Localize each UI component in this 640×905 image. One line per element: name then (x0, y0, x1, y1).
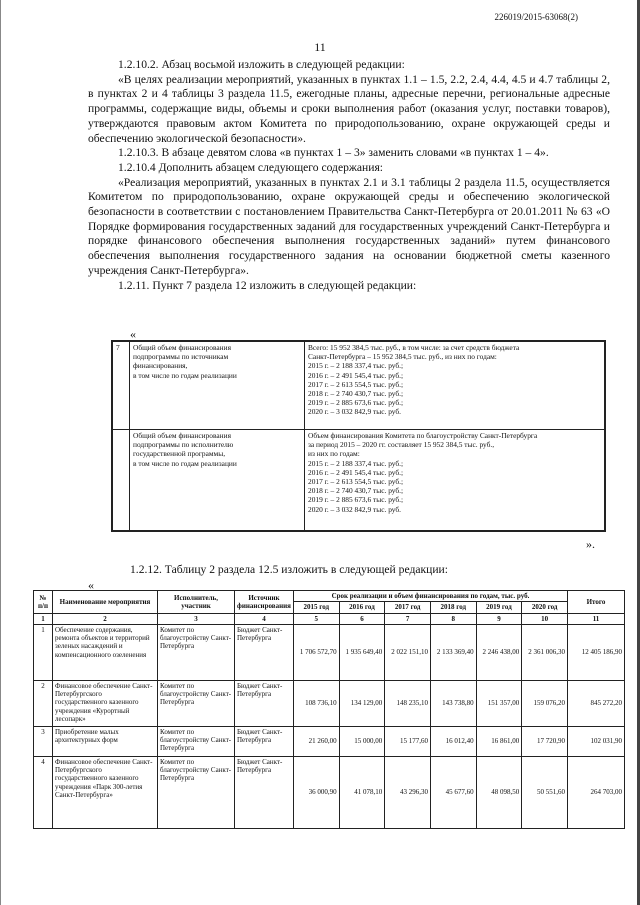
header-row-1 (34, 591, 625, 602)
year-2016: 2016 год (339, 602, 385, 613)
funding-row-2-value: Объем финансирования Комитета по благоустройству Санкт-Петербурга за период 2015 – 2020 гг. составляет 15 952 384,5 тыс. руб., из них по годам: 2015 г. – 2 188 337,4 тыс. руб.; 2016 г. – 2 491 545,4 тыс. руб.; 2017 г. – 2 613 554,5 тыс. руб.; 2018 г. – 2 740 430,7 тыс. руб.; 2019 г. – 2 885 673,6 тыс. руб.; 2020 г. – 3 032 842,9 тыс. руб. (305, 430, 605, 531)
paragraph-6: 1.2.11. Пункт 7 раздела 12 изложить в следующей редакции: (118, 278, 417, 292)
table-row: 1 Обеспечение содержания, ремонта объектов и территорий зеленых насаждений и компенсационного озеленения Комитет по благоустройству Санкт-Петербурга Бюджет Санкт-Петербурга 1 706 572,70 1 935 649,40 2 022 151,10 2 133 369,40 2 246 438,00 2 361 006,30 12 405 186,90 (34, 624, 625, 680)
col-name-header: Наименование мероприятия (53, 591, 158, 614)
col-num-header: № п/п (34, 591, 53, 614)
paragraph-3: 1.2.10.3. В абзаце девятом слова «в пунктах 1 – 3» заменить словами «в пунктах 1 – 4». (118, 146, 549, 160)
table-row: 3 Приобретение малых архитектурных форм Комитет по благоустройству Санкт-Петербурга Бюджет Санкт-Петербурга 21 260,00 15 000,00 15 177,60 16 012,40 16 861,00 17 720,90 102 031,90 (34, 726, 625, 756)
page-number: 11 (314, 40, 326, 54)
section-heading-12-5: 1.2.12. Таблицу 2 раздела 12.5 изложить в следующей редакции: (130, 563, 448, 576)
table-row: 2 Финансовое обеспечение Санкт-Петербургского государственного казенного учреждения «Курортный лесопарк» Комитет по благоустройству Санкт-Петербурга Бюджет Санкт-Петербурга 108 736,10 134 129,00 148 235,10 143 738,80 151 357,00 159 076,20 845 272,20 (34, 680, 625, 726)
year-2017: 2017 год (385, 602, 431, 613)
year-2015: 2015 год (293, 602, 339, 613)
col-total-header: Итого (568, 591, 625, 614)
col-src-header: Источник финансирования (235, 591, 294, 614)
funding-row-2-label: Общий объем финансирования подпрограммы по исполнителю государственной программы, в том числе по годам реализации (130, 430, 305, 531)
close-quote: ». (586, 537, 595, 551)
program-funding-box (111, 340, 606, 532)
scan-edge-left (0, 0, 1, 905)
year-2020: 2020 год (522, 602, 568, 613)
open-quote-1: « (130, 327, 136, 341)
document-id: 226019/2015-63068(2) (494, 12, 578, 22)
paragraph-4: 1.2.10.4 Дополнить абзацем следующего содержания: (118, 160, 384, 174)
paragraph-5: «Реализация мероприятий, указанных в пунктах 2.1 и 3.1 таблицы 2 раздела 11.5, осуществляется Комитетом по природопользованию, охране окружающей среды и обеспечению экологической безопасности в соответствии с постановлением Правительства Санкт-Петербурга от 20.01.2011 № 63 «О Порядке формирования государственных заданий для государственных учреждений Санкт-Петербурга и порядке финансового обеспечения выполнения государственных заданий» путем финансового обеспечения выполнения государственного задания на основании бюджетной сметы казенного учреждения Санкт-Петербурга». (88, 175, 610, 277)
year-2018: 2018 год (430, 602, 476, 613)
funding-row-num: 7 (113, 342, 130, 430)
year-2019: 2019 год (476, 602, 522, 613)
paragraph-1: 1.2.10.2. Абзац восьмой изложить в следующей редакции: (118, 58, 405, 71)
program-funding-table (112, 341, 605, 531)
open-quote-2: « (88, 578, 94, 592)
paragraph-2: «В целях реализации мероприятий, указанных в пунктах 1.1 – 1.5, 2.2, 2.4, 4.4, 4.5 и 4.7 таблицы 2, в пунктах 2 и 4 таблицы 3 раздела 11.5, ежегодные планы, адресные перечни, региональные адресные программы, содержащие виды, объемы и сроки выполнения работ (оказания услуг, поставки товаров), утверждаются правовым актом Комитета по природопользованию, охране окружающей среды и обеспечению экологической безопасности». (88, 72, 610, 145)
body-text (88, 58, 610, 293)
funding-row-2 (113, 430, 605, 531)
col-exec-header: Исполнитель, участник (158, 591, 235, 614)
funding-row-1 (113, 342, 605, 430)
table-row: 4 Финансовое обеспечение Санкт-Петербургского государственного казенного учреждения «Парк 300-летия Санкт-Петербурга» Комитет по благоустройству Санкт-Петербурга Бюджет Санкт-Петербурга 36 000,90 41 078,10 43 296,30 45 677,60 48 098,50 50 551,60 264 703,00 (34, 756, 625, 828)
col-period-header: Срок реализации и объем финансирования по годам, тыс. руб. (293, 591, 567, 602)
funding-row-1-value: Всего: 15 952 384,5 тыс. руб., в том числе: за счет средств бюджета Санкт-Петербурга – 15 952 384,5 тыс. руб., из них по годам: 2015 г. – 2 188 337,4 тыс. руб.; 2016 г. – 2 491 545,4 тыс. руб.; 2017 г. – 2 613 554,5 тыс. руб.; 2018 г. – 2 740 430,7 тыс. руб.; 2019 г. – 2 885 673,6 тыс. руб.; 2020 г. – 3 032 842,9 тыс. руб. (305, 342, 605, 430)
funding-row-1-label: Общий объем финансирования подпрограммы по источникам финансирования, в том числе по годам реализации (130, 342, 305, 430)
funding-row-2-num (113, 430, 130, 531)
activities-table (33, 590, 625, 829)
column-number-row: 1 2 3 4 5 6 7 8 9 10 11 (34, 613, 625, 624)
